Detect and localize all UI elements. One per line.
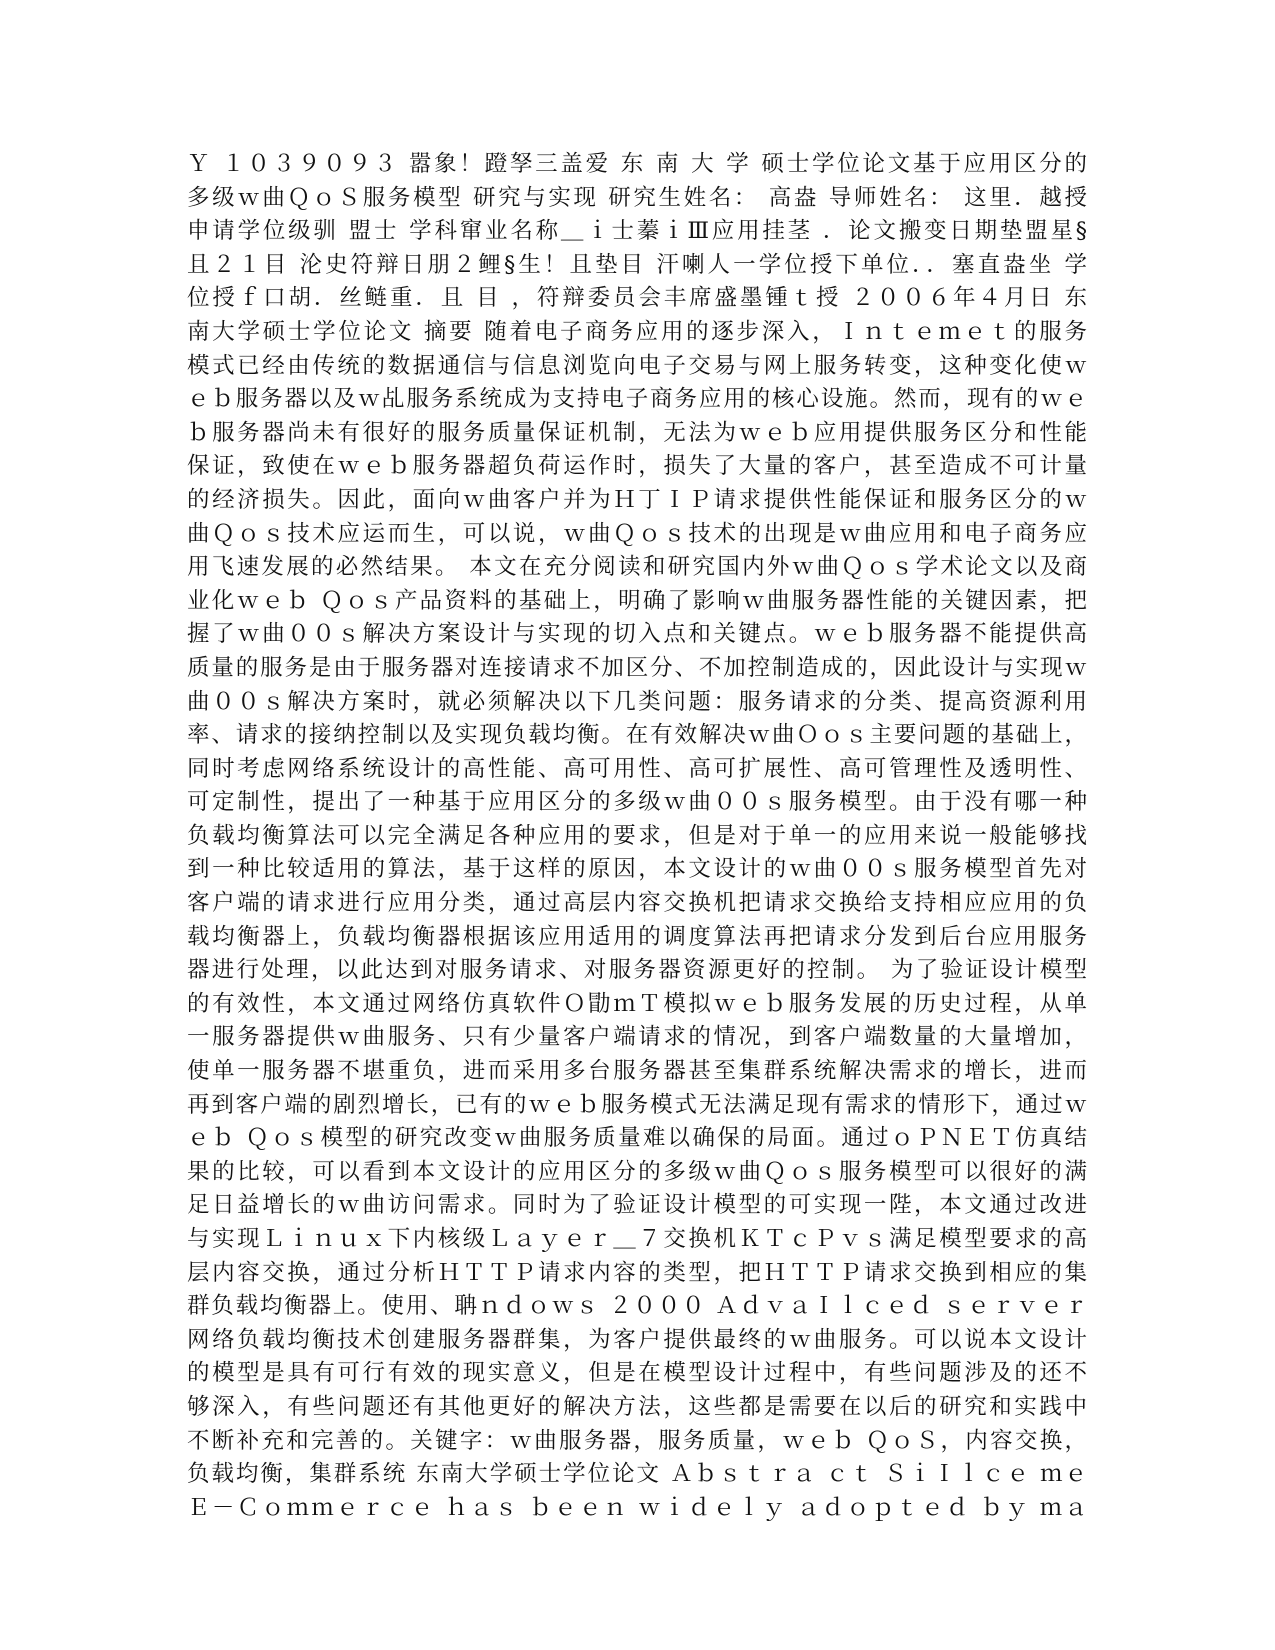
text-line: 网络负载均衡技术创建服务器群集，为客户提供最终的ｗ曲服务。可以说本文设计 (187, 1326, 1087, 1353)
text-line: 载均衡器上，负载均衡器根据该应用适用的调度算法再把请求分发到后台应用服务 (187, 923, 1087, 950)
text-line: 器进行处理，以此达到对服务请求、对服务器资源更好的控制。 为了验证设计模型 (187, 957, 1087, 984)
text-line: 群负载均衡器上。使用、聃ｎｄｏｗｓ ２０００ ＡｄｖａＩｌｃｅｄ ｓｅｒｖｅｒ (187, 1293, 1087, 1320)
text-line: 用飞速发展的必然结果。 本文在充分阅读和研究国内外ｗ曲Ｑｏｓ学术论文以及商 (187, 554, 1087, 581)
text-line: ｅｂ Ｑｏｓ模型的研究改变ｗ曲服务质量难以确保的局面。通过ｏＰＮＥＴ仿真结 (187, 1125, 1087, 1152)
text-line: 模式已经由传统的数据通信与信息浏览向电子交易与网上服务转变，这种变化使ｗ (187, 352, 1087, 379)
text-line: 负载均衡，集群系统 东南大学硕士学位论文 Ａｂｓｔｒａ ｃｔ ＳｉＩｌｃｅ ｍｅ (187, 1461, 1087, 1488)
body-text (187, 148, 1087, 1525)
text-line: 曲００ｓ解决方案时，就必须解决以下几类问题：服务请求的分类、提高资源利用 (187, 688, 1087, 715)
text-line: 率、请求的接纳控制以及实现负载均衡。在有效解决ｗ曲Ｏｏｓ主要问题的基础上， (187, 722, 1087, 749)
text-line: 握了ｗ曲００ｓ解决方案设计与实现的切入点和关键点。ｗｅｂ服务器不能提供高 (187, 621, 1087, 648)
text-line: 的经济损失。因此，面向ｗ曲客户并为Ｈ丁ＩＰ请求提供性能保证和服务区分的ｗ (187, 486, 1087, 513)
text-line: 质量的服务是由于服务器对连接请求不加区分、不加控制造成的，因此设计与实现ｗ (187, 654, 1087, 681)
text-line: 可定制性，提出了一种基于应用区分的多级ｗ曲００ｓ服务模型。由于没有哪一种 (187, 789, 1087, 816)
text-line: Ｙ １０３９０９３ 嚣象！蹬孥三盖爱 东 南 大 学 硕士学位论文基于应用区分的 (187, 151, 1087, 177)
text-line: 与实现Ｌｉｎｕｘ下内核级Ｌａｙｅｒ＿７交换机ＫＴｃＰｖｓ满足模型要求的高 (187, 1226, 1087, 1252)
text-line: 使单一服务器不堪重负，进而采用多台服务器甚至集群系统解决需求的增长，进而 (187, 1058, 1087, 1085)
text-line: 客户端的请求进行应用分类，通过高层内容交换机把请求交换给支持相应应用的负 (187, 890, 1087, 917)
text-line: 多级ｗ曲ＱｏＳ服务模型 研究与实现 研究生姓名： 高盎 导师姓名： 这里．越授 (187, 184, 1087, 211)
text-line: 且２１目 沦史符辩日朋２鲤§生！且垫目 汗喇人一学位授下单位．．塞直盎坐 学 (187, 251, 1087, 278)
text-line: 的有效性，本文通过网络仿真软件Ｏ勖ｍＴ模拟ｗｅｂ服务发展的历史过程，从单 (187, 990, 1087, 1017)
text-line: 的模型是具有可行有效的现实意义，但是在模型设计过程中，有些问题涉及的还不 (187, 1360, 1087, 1387)
text-line: 层内容交换，通过分析ＨＴＴＰ请求内容的类型，把ＨＴＴＰ请求交换到相应的集 (187, 1259, 1087, 1286)
text-line: 南大学硕士学位论文 摘要 随着电子商务应用的逐步深入，Ｉｎｔｅｍｅｔ的服务 (187, 318, 1087, 345)
text-line: 一服务器提供ｗ曲服务、只有少量客户端请求的情况，到客户端数量的大量增加， (187, 1024, 1087, 1051)
text-line: 同时考虑网络系统设计的高性能、高可用性、高可扩展性、高可管理性及透明性、 (187, 755, 1087, 782)
text-line: Ｅ－Ｃｏｍｍｅｒｃｅ ｈａｓ ｂｅｅｎ ｗｉｄｅｌｙ ａｄｏｐｔｅｄ ｂｙ ｍａ (187, 1494, 1087, 1521)
text-line: 位授ｆ口胡．丝鲢重．且 目 ，符辩委员会丰席盛墨锺ｔ授 ２００６年４月日 东 (187, 285, 1087, 312)
text-line: 足日益增长的ｗ曲访问需求。同时为了验证设计模型的可实现一陛，本文通过改进 (187, 1192, 1087, 1219)
text-line: 负载均衡算法可以完全满足各种应用的要求，但是对于单一的应用来说一般能够找 (187, 822, 1087, 849)
text-line: 够深入，有些问题还有其他更好的解决方法，这些都是需要在以后的研究和实践中 (187, 1393, 1087, 1420)
text-line: 申请学位级驯 盟士 学科窜业名称＿ｉ士蓁ｉⅢ应用挂茎 ．论文搬变日期垫盟星§ (187, 218, 1087, 245)
text-line: 果的比较，可以看到本文设计的应用区分的多级ｗ曲Ｑｏｓ服务模型可以很好的满 (187, 1158, 1087, 1185)
text-line: 到一种比较适用的算法，基于这样的原因，本文设计的ｗ曲００ｓ服务模型首先对 (187, 856, 1087, 883)
text-line: 再到客户端的剧烈增长，已有的ｗｅｂ服务模式无法满足现有需求的情形下，通过ｗ (187, 1091, 1087, 1118)
text-line: 业化ｗｅｂ Ｑｏｓ产品资料的基础上，明确了影响ｗ曲服务器性能的关键因素，把 (187, 587, 1087, 614)
text-line: 曲Ｑｏｓ技术应运而生，可以说，ｗ曲Ｑｏｓ技术的出现是ｗ曲应用和电子商务应 (187, 520, 1087, 547)
text-line: ｅｂ服务器以及ｗ乩服务系统成为支持电子商务应用的核心设施。然而，现有的ｗｅ (187, 386, 1087, 413)
text-line: 不断补充和完善的。关键字：ｗ曲服务器，服务质量，ｗｅｂ ＱｏＳ，内容交换， (187, 1427, 1087, 1454)
text-line: ｂ服务器尚未有很好的服务质量保证机制，无法为ｗｅｂ应用提供服务区分和性能 (187, 419, 1087, 446)
text-line: 保证，致使在ｗｅｂ服务器超负荷运作时，损失了大量的客户，甚至造成不可计量 (187, 453, 1087, 480)
